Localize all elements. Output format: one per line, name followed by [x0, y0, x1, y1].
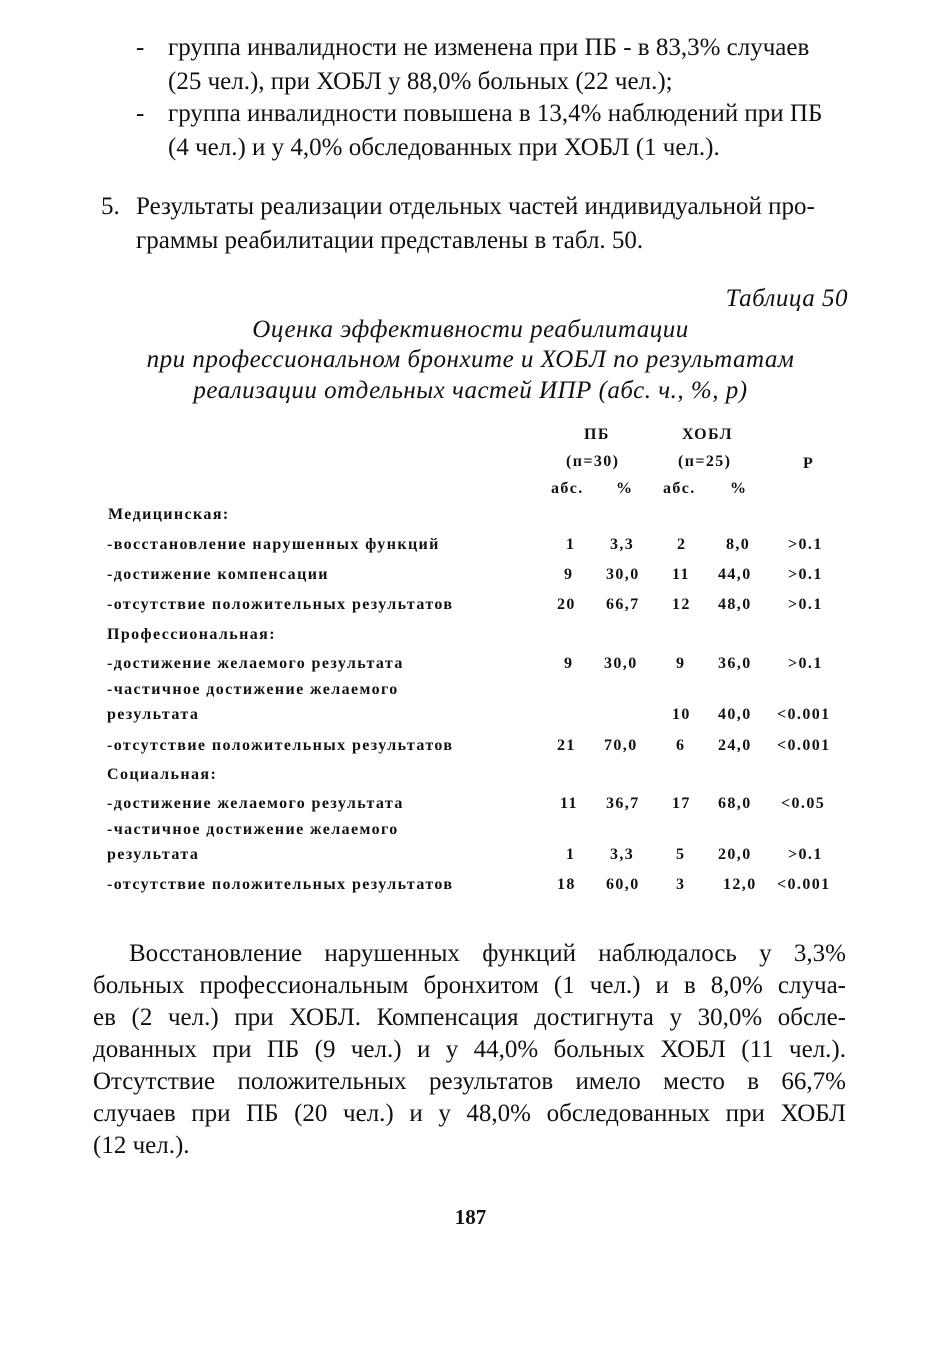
row-label: -достижение компенсации: [107, 566, 329, 583]
bullet-marker: -: [136, 34, 145, 61]
cell-pb-abs: 11: [560, 795, 578, 812]
cell-copd-pct: 20,0: [718, 846, 752, 863]
cell-p: <0.001: [777, 876, 831, 893]
paragraph-line: больных профессиональным бронхитом (1 чел.) и в 8,0% случа-: [93, 972, 846, 999]
cell-copd-abs: 2: [677, 536, 687, 553]
cell-copd-abs: 11: [672, 566, 690, 583]
row-label: -отсутствие положительных результатов: [107, 737, 454, 754]
paragraph-line: ев (2 чел.) при ХОБЛ. Компенсация достигнута у 30,0% обсле-: [93, 1004, 846, 1031]
cell-copd-pct: 12,0: [723, 876, 757, 893]
paragraph-line: дованных при ПБ (9 чел.) и у 44,0% больных ХОБЛ (11 чел.).: [93, 1036, 846, 1063]
section-label: Профессиональная:: [107, 626, 276, 643]
paragraph-line: Восстановление нарушенных функций наблюдалось у 3,3%: [129, 940, 846, 967]
header-abs: абс.: [551, 480, 584, 497]
row-label-continued: результата: [107, 846, 200, 863]
cell-copd-pct: 24,0: [718, 737, 752, 754]
header-pct: %: [730, 480, 748, 497]
cell-p: <0.001: [777, 706, 831, 723]
cell-pb-abs: 20: [557, 596, 576, 613]
page-number: 187: [454, 1205, 487, 1229]
cell-pb-abs: 9: [564, 655, 574, 672]
cell-pb-abs: 9: [564, 566, 574, 583]
cell-p: >0.1: [788, 596, 823, 613]
cell-copd-abs: 9: [676, 655, 686, 672]
cell-copd-pct: 8,0: [726, 536, 751, 553]
header-abs: абс.: [663, 480, 696, 497]
list-number: 5.: [101, 193, 120, 220]
row-label: -достижение желаемого результата: [107, 655, 404, 672]
cell-pb-abs: 18: [557, 876, 576, 893]
cell-pb-pct: 3,3: [610, 536, 635, 553]
paragraph-line: (12 чел.).: [93, 1132, 190, 1159]
table-title-line: Оценка эффективности реабилитации: [252, 316, 689, 343]
cell-p: >0.1: [788, 566, 823, 583]
cell-copd-pct: 36,0: [718, 655, 752, 672]
header-p: Р: [803, 455, 815, 472]
row-label: -частичное достижение желаемого: [107, 681, 399, 698]
cell-p: >0.1: [788, 846, 823, 863]
cell-copd-pct: 44,0: [718, 566, 752, 583]
cell-p: <0.001: [777, 737, 831, 754]
cell-pb-pct: 3,3: [610, 846, 635, 863]
list-item-text: Результаты реализации отдельных частей индивидуальной про- граммы реабилитации представлены в табл. 50.: [136, 193, 815, 254]
header-pct: %: [616, 480, 634, 497]
cell-p: >0.1: [788, 655, 823, 672]
row-label: -восстановление нарушенных функций: [107, 536, 440, 553]
table-title-line: при профессиональном бронхите и ХОБЛ по результатам: [146, 346, 795, 373]
cell-pb-abs: 21: [557, 737, 576, 754]
section-label: Социальная:: [107, 766, 218, 783]
row-label: -отсутствие положительных результатов: [107, 876, 454, 893]
cell-copd-abs: 5: [676, 846, 686, 863]
header-copd: ХОБЛ: [682, 426, 733, 443]
header-pb: ПБ: [584, 426, 610, 443]
table-label: Таблица 50: [725, 285, 848, 312]
cell-copd-abs: 3: [676, 876, 686, 893]
cell-copd-pct: 48,0: [718, 596, 752, 613]
cell-copd-abs: 17: [672, 795, 691, 812]
table-title-line: реализации отдельных частей ИПР (абс. ч., %, р): [193, 377, 748, 404]
row-label: -отсутствие положительных результатов: [107, 596, 454, 613]
cell-pb-pct: 60,0: [606, 876, 640, 893]
cell-p: >0.1: [788, 536, 823, 553]
header-pb-n: (п=30): [566, 453, 620, 470]
bullet-marker: -: [136, 100, 145, 127]
bullet-text: группа инвалидности не изменена при ПБ - в 83,3% случаев (25 чел.), при ХОБЛ у 88,0% больных (22 чел.);: [168, 34, 810, 95]
paragraph-line: случаев при ПБ (20 чел.) и у 48,0% обследованных при ХОБЛ: [93, 1100, 846, 1127]
cell-copd-pct: 40,0: [718, 706, 752, 723]
cell-pb-pct: 30,0: [606, 566, 640, 583]
cell-copd-abs: 12: [672, 596, 691, 613]
cell-pb-pct: 66,7: [606, 596, 640, 613]
row-label: -частичное достижение желаемого: [107, 821, 399, 838]
cell-pb-pct: 36,7: [606, 795, 640, 812]
cell-pb-abs: 1: [566, 536, 576, 553]
cell-copd-abs: 6: [676, 737, 686, 754]
header-copd-n: (п=25): [678, 453, 732, 470]
cell-pb-abs: 1: [566, 846, 576, 863]
row-label: -достижение желаемого результата: [107, 795, 404, 812]
cell-p: <0.05: [781, 795, 826, 812]
cell-copd-pct: 68,0: [718, 795, 752, 812]
bullet-text: группа инвалидности повышена в 13,4% наблюдений при ПБ (4 чел.) и у 4,0% обследованных при ХОБЛ (1 чел.).: [168, 100, 823, 161]
row-label-continued: результата: [107, 706, 200, 723]
cell-pb-pct: 30,0: [604, 655, 638, 672]
paragraph-line: Отсутствие положительных результатов имело место в 66,7%: [93, 1068, 846, 1095]
cell-copd-abs: 10: [672, 706, 691, 723]
section-label: Медицинская:: [108, 506, 230, 523]
cell-pb-pct: 70,0: [604, 737, 638, 754]
body-paragraph: [93, 938, 846, 1162]
